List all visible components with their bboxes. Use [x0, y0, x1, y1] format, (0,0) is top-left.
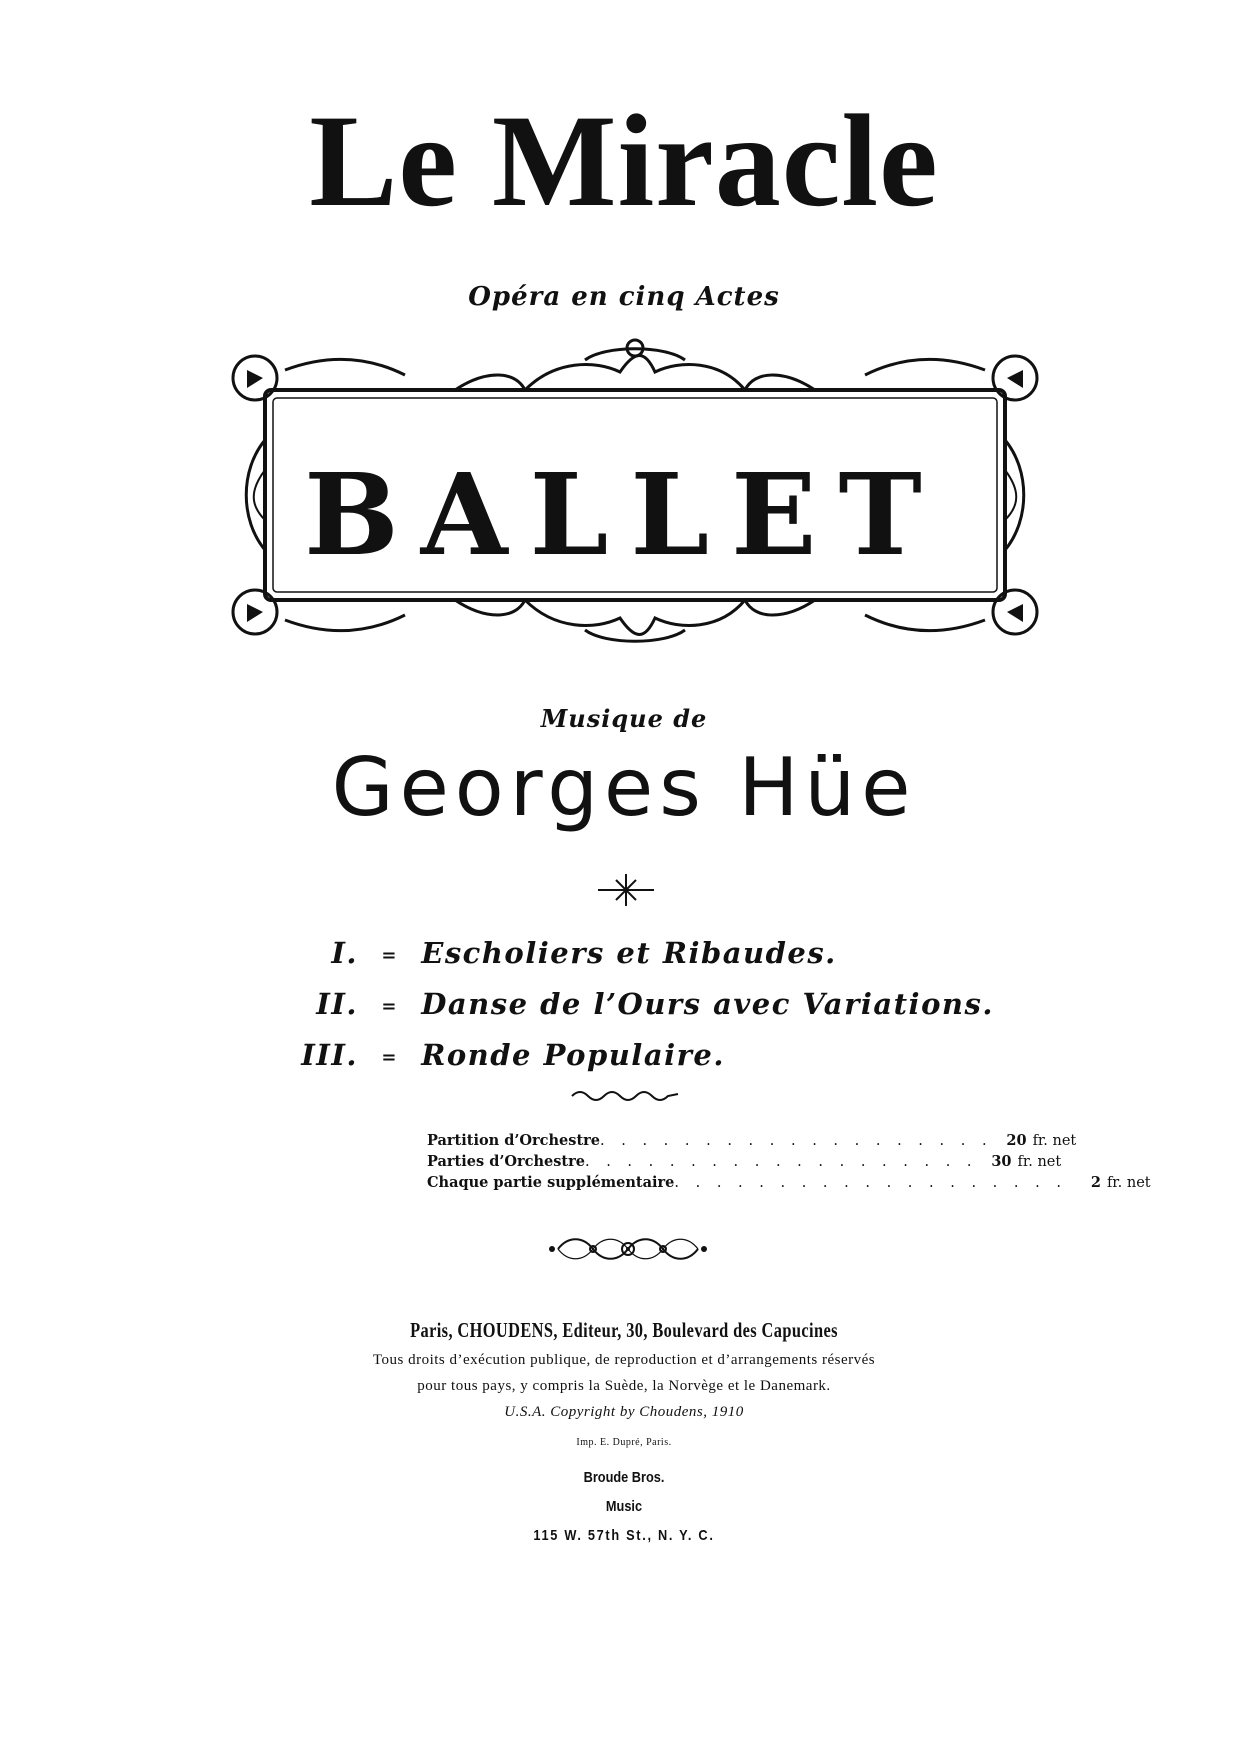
printer-imprint: Imp. E. Dupré, Paris. [576, 1437, 672, 1448]
floral-ornament-icon [548, 1228, 708, 1270]
rights-notice: Tous droits d’exécution publique, de reproduction et d’arrangements réservés [372, 1352, 876, 1368]
rights-notice: pour tous pays, y compris la Suède, la Norvège et le Danemark. [417, 1378, 831, 1394]
price-list [427, 1132, 1151, 1195]
price-amount: 30 [991, 1153, 1012, 1170]
publisher-line: Paris, CHOUDENS, Editeur, 30, Boulevard des Capucines [410, 1318, 838, 1342]
movement-separator: = [381, 1046, 398, 1068]
dealer-stamp-name: Broude Bros. [583, 1469, 665, 1486]
price-label: Chaque partie supplémentaire [427, 1174, 675, 1191]
byline: Musique de [540, 704, 708, 733]
movement-item [278, 987, 994, 1021]
price-unit: fr. net [1017, 1154, 1062, 1170]
movement-number: I. [331, 936, 358, 970]
subtitle: Opéra en cinq Actes [468, 282, 780, 312]
copyright-notice: U.S.A. Copyright by Choudens, 1910 [504, 1404, 744, 1420]
price-row [427, 1174, 1151, 1195]
movement-title: Danse de l’Ours avec Variations. [421, 987, 994, 1021]
movement-item [278, 1038, 725, 1072]
price-amount: 2 [1090, 1174, 1101, 1191]
page-title: Le Miracle [309, 87, 939, 234]
ballet-heading: BALLET [304, 450, 944, 581]
leader-dots: . . . . . . . . . . . . . . . . . . . [674, 1175, 1067, 1191]
price-amount: 20 [1006, 1132, 1027, 1149]
price-unit: fr. net [1032, 1133, 1077, 1149]
movement-separator: = [381, 995, 398, 1017]
wave-divider-icon [570, 1086, 680, 1102]
movement-title: Ronde Populaire. [421, 1038, 725, 1072]
movement-separator: = [381, 944, 398, 966]
movement-number: III. [301, 1038, 358, 1072]
dealer-stamp-type: Music [605, 1498, 643, 1515]
movement-title: Escholiers et Ribaudes. [421, 936, 837, 970]
price-unit: fr. net [1106, 1175, 1151, 1191]
composer-name: Georges Hüe [331, 741, 917, 834]
price-row [427, 1153, 1062, 1174]
asterisk-ornament-icon [598, 872, 654, 908]
price-row [427, 1132, 1077, 1153]
leader-dots: . . . . . . . . . . . . . . . . . . . [600, 1133, 993, 1149]
price-label: Partition d’Orchestre [427, 1132, 601, 1149]
dealer-stamp-address: 115 W. 57th St., N. Y. C. [533, 1527, 715, 1544]
movement-item [278, 936, 837, 970]
leader-dots: . . . . . . . . . . . . . . . . . . . [584, 1154, 978, 1170]
price-label: Parties d’Orchestre [427, 1153, 585, 1170]
movement-number: II. [316, 987, 358, 1021]
